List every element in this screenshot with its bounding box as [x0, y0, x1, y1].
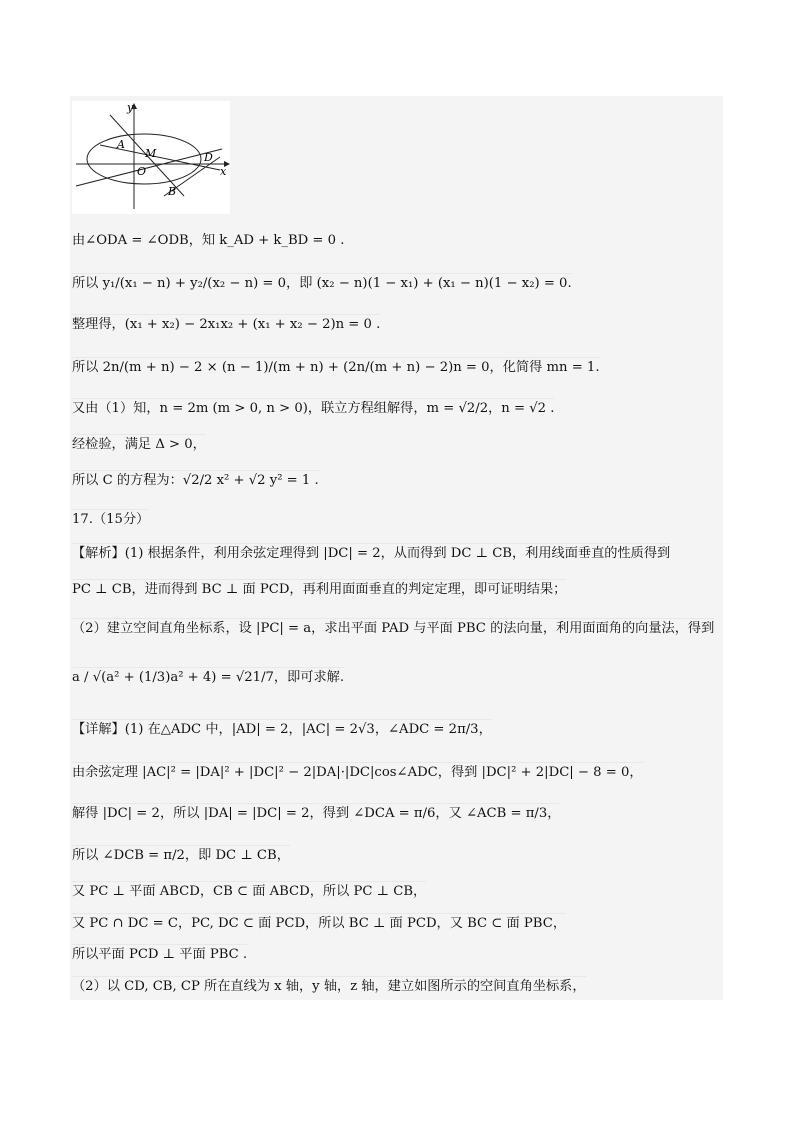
detail-line: 【详解】(1) 在△ADC 中，|AD| = 2，|AC| = 2√3，∠ADC = 2π/3， [72, 719, 492, 740]
analysis-line: PC ⊥ CB，进而得到 BC ⊥ 面 PCD，再利用面面垂直的判定定理，即可证明结果； [72, 579, 566, 600]
section-heading: 17.（15分） [72, 509, 149, 530]
detail-line: 所以平面 PCD ⊥ 平面 PBC . [72, 944, 247, 965]
label-m: M [145, 147, 157, 160]
analysis-line: 【解析】(1) 根据条件，利用余弦定理得到 |DC| = 2，从而得到 DC ⊥ CB，利用线面垂直的性质得到 [72, 543, 670, 564]
detail-line: 由余弦定理 |AC|² = |DA|² + |DC|² − 2|DA|·|DC|cos∠ADC，得到 |DC|² + 2|DC| − 8 = 0， [72, 762, 643, 783]
label-d: D [204, 151, 213, 164]
label-b: B [168, 185, 177, 198]
label-a: A [117, 138, 125, 151]
analysis-line: （2）建立空间直角坐标系，设 |PC| = a，求出平面 PAD 与平面 PBC 的法向量，利用面面角的向量法，得到 [72, 618, 714, 639]
detail-line: 又 PC ⊥ 平面 ABCD，CB ⊂ 面 ABCD，所以 PC ⊥ CB， [72, 881, 426, 902]
analysis-line: a / √(a² + (1/3)a² + 4) = √21/7，即可求解. [72, 667, 344, 688]
ellipse-diagram [72, 101, 230, 214]
detail-line: 所以 ∠DCB = π/2，即 DC ⊥ CB， [72, 845, 290, 866]
text-line: 经检验，满足 Δ > 0， [72, 434, 206, 455]
detail-line: 解得 |DC| = 2，所以 |DA| = |DC| = 2，得到 ∠DCA = π/6，又 ∠ACB = π/3， [72, 803, 560, 824]
text-line: 所以 y₁/(x₁ − n) + y₂/(x₂ − n) = 0，即 (x₂ − n)(1 − x₁) + (x₁ − n)(1 − x₂) = 0. [72, 273, 572, 294]
text-line: 所以 C 的方程为：√2/2 x² + √2 y² = 1 . [72, 470, 319, 491]
label-o: O [137, 165, 147, 178]
text-line: 又由（1）知，n = 2m (m > 0, n > 0)，联立方程组解得，m = √2/2，n = √2 . [72, 398, 554, 419]
label-y: y [127, 101, 134, 114]
label-x: x [220, 165, 227, 178]
detail-line: （2）以 CD, CB, CP 所在直线为 x 轴，y 轴，z 轴，建立如图所示的空间直角坐标系， [72, 976, 586, 997]
text-line: 整理得，(x₁ + x₂) − 2x₁x₂ + (x₁ + x₂ − 2)n = 0 . [72, 314, 380, 335]
text-line: 所以 2n/(m + n) − 2 × (n − 1)/(m + n) + (2n/(m + n) − 2)n = 0，化简得 mn = 1. [72, 357, 600, 378]
detail-line: 又 PC ∩ DC = C，PC, DC ⊂ 面 PCD，所以 BC ⊥ 面 PCD，又 BC ⊂ 面 PBC， [72, 913, 566, 934]
ellipse-figure [72, 101, 230, 214]
text-line: 由∠ODA = ∠ODB，知 k_AD + k_BD = 0 . [72, 233, 345, 248]
